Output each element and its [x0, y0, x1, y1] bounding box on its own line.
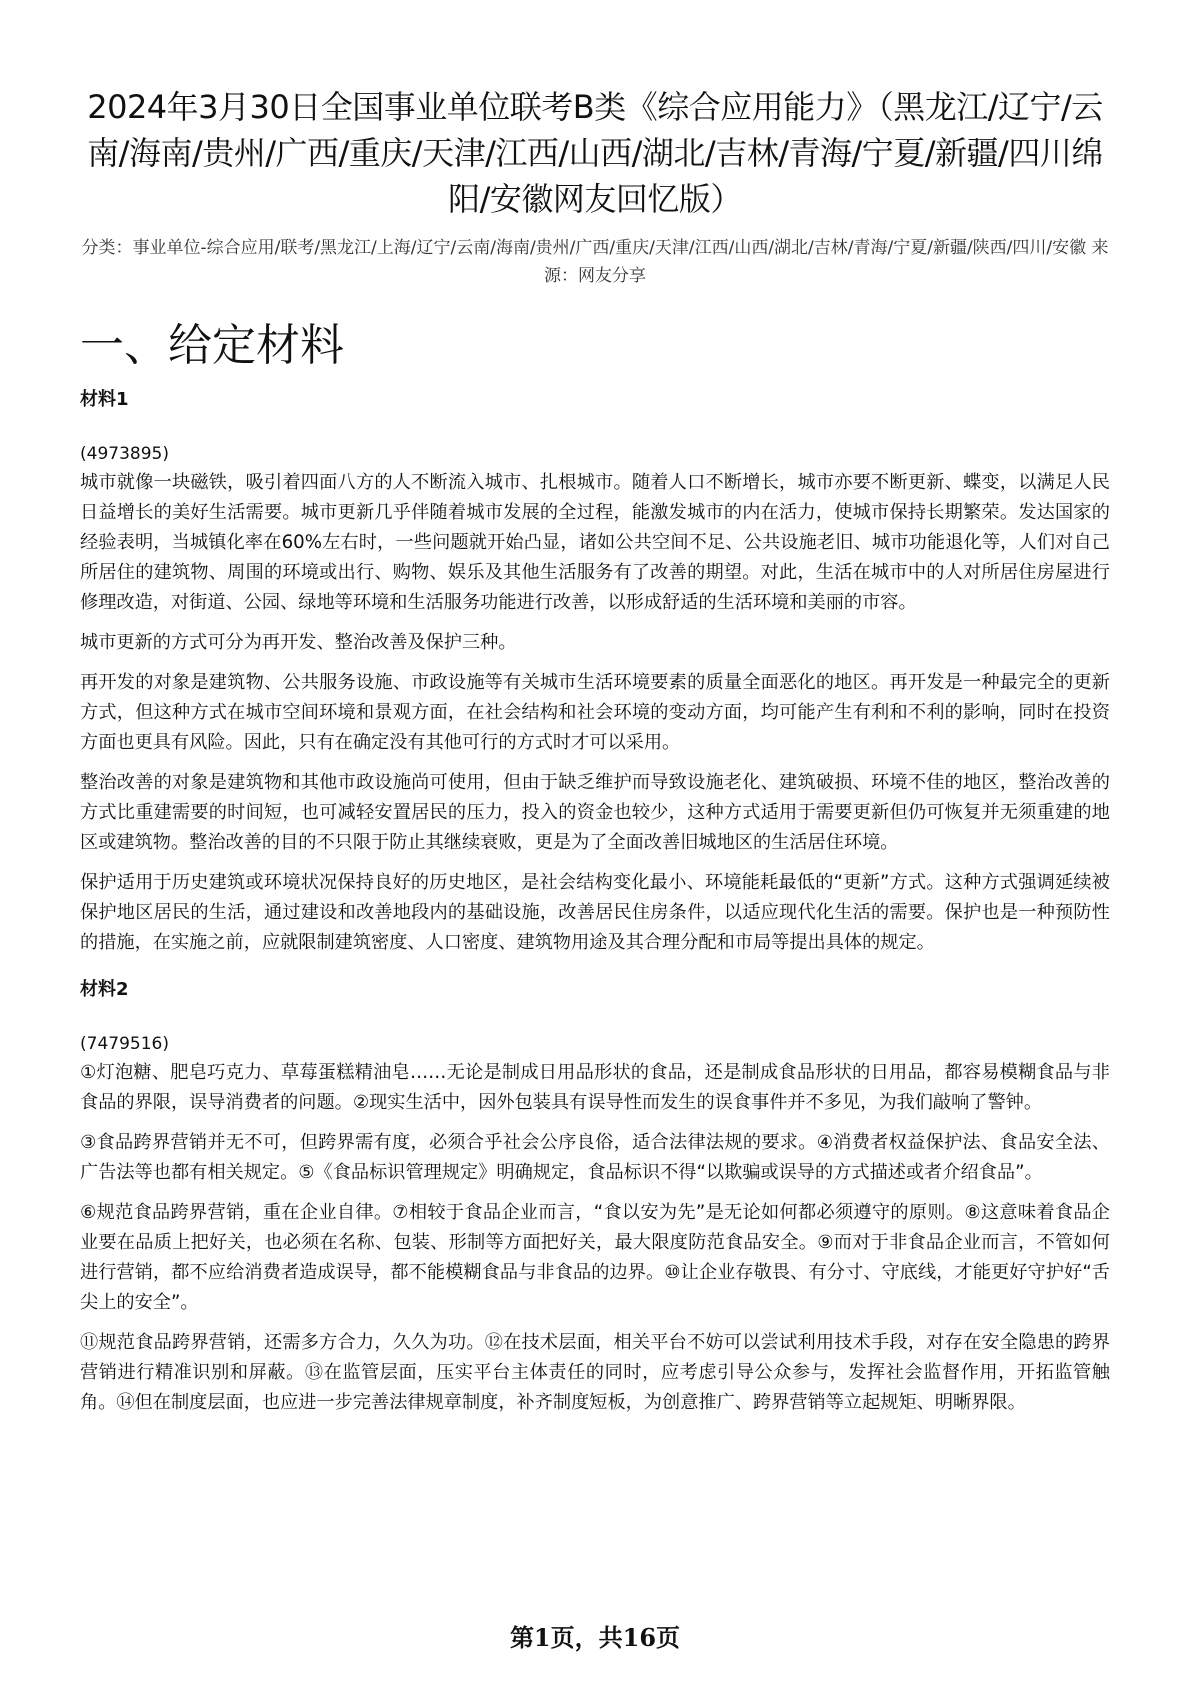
material-heading: 材料2 — [80, 979, 129, 1000]
paragraph: 整治改善的对象是建筑物和其他市政设施尚可使用，但由于缺乏维护而导致设施老化、建筑破损、环境不佳的地区，整治改善的方式比重建需要的时间短，也可减轻安置居民的压力，投入的资金也较少，这种方式适用于需要更新但仍可恢复并无须重建的地区或建筑物。整治改善的目的不只限于防止其继续衰败，更是为了全面改善旧城地区的生活居住环境。 — [80, 772, 1110, 853]
paragraph: 城市更新的方式可分为再开发、整治改善及保护三种。 — [80, 632, 517, 653]
section-heading: 一、给定材料 — [80, 320, 344, 371]
document-title: 2024年3月30日全国事业单位联考B类《综合应用能力》（黑龙江/辽宁/云南/海南/贵州/广西/重庆/天津/江西/山西/湖北/吉林/青海/宁夏/新疆/四川绵阳/安徽网友回忆版） — [87, 88, 1103, 218]
material-heading: 材料1 — [80, 389, 129, 410]
page-number: 第1页，共16页 — [509, 1623, 681, 1652]
paragraph: ⑥规范食品跨界营销，重在企业自律。⑦相较于食品企业而言，“食以安为先”是无论如何都必须遵守的原则。⑧这意味着食品企业要在品质上把好关，也必须在名称、包装、形制等方面把好关，最大限度防范食品安全。⑨而对于非食品企业而言，不管如何进行营销，都不应给消费者造成误导，都不能模糊食品与非食品的边界。⑩让企业存敬畏、有分寸、守底线，才能更好守护好“舌尖上的安全”。 — [80, 1202, 1110, 1313]
paragraph: 保护适用于历史建筑或环境状况保持良好的历史地区，是社会结构变化最小、环境能耗最低的“更新”方式。这种方式强调延续被保护地区居民的生活，通过建设和改善地段内的基础设施，改善居民住房条件，以适应现代化生活的需要。保护也是一种预防性的措施，在实施之前，应就限制建筑密度、人口密度、建筑物用途及其合理分配和市局等提出具体的规定。 — [80, 872, 1110, 953]
paragraph: ①灯泡糖、肥皂巧克力、草莓蛋糕精油皂……无论是制成日用品形状的食品，还是制成食品形状的日用品，都容易模糊食品与非食品的界限，误导消费者的问题。②现实生活中，因外包装具有误导性而发生的误食事件并不多见，为我们敲响了警钟。 — [80, 1062, 1110, 1113]
paragraph: ⑪规范食品跨界营销，还需多方合力，久久为功。⑫在技术层面，相关平台不妨可以尝试利用技术手段，对存在安全隐患的跨界营销进行精准识别和屏蔽。⑬在监管层面，压实平台主体责任的同时，应考虑引导公众参与，发挥社会监督作用，开拓监管触角。⑭但在制度层面，也应进一步完善法律规章制度，补齐制度短板，为创意推广、跨界营销等立起规矩、明晰界限。 — [80, 1332, 1110, 1413]
document-page — [80, 84, 1110, 1428]
material-2 — [80, 976, 1110, 1418]
material-id: (7479516) — [80, 1034, 169, 1054]
paragraph: 再开发的对象是建筑物、公共服务设施、市政设施等有关城市生活环境要素的质量全面恶化的地区。再开发是一种最完全的更新方式，但这种方式在城市空间环境和景观方面，在社会结构和社会环境的变动方面，均可能产生有利和不利的影响，同时在投资方面也更具有风险。因此，只有在确定没有其他可行的方式时才可以采用。 — [80, 672, 1110, 753]
paragraph: 城市就像一块磁铁，吸引着四面八方的人不断流入城市、扎根城市。随着人口不断增长，城市亦要不断更新、蝶变，以满足人民日益增长的美好生活需要。城市更新几乎伴随着城市发展的全过程，能激发城市的内在活力，使城市保持长期繁荣。发达国家的经验表明，当城镇化率在60%左右时，一些问题就开始凸显，诸如公共空间不足、公共设施老旧、城市功能退化等，人们对自己所居住的建筑物、周围的环境或出行、购物、娱乐及其他生活服务有了改善的期望。对此，生活在城市中的人对所居住房屋进行修理改造，对街道、公园、绿地等环境和生活服务功能进行改善，以形成舒适的生活环境和美丽的市容。 — [80, 472, 1110, 613]
material-1 — [80, 386, 1110, 958]
paragraph: ③食品跨界营销并无不可，但跨界需有度，必须合乎社会公序良俗，适合法律法规的要求。④消费者权益保护法、食品安全法、广告法等也都有相关规定。⑤《食品标识管理规定》明确规定，食品标识不得“以欺骗或误导的方式描述或者介绍食品”。 — [80, 1132, 1110, 1183]
material-id: (4973895) — [80, 444, 169, 464]
document-meta: 分类：事业单位-综合应用/联考/黑龙江/上海/辽宁/云南/海南/贵州/广西/重庆/天津/江西/山西/湖北/吉林/青海/宁夏/新疆/陕西/四川/安徽 来源：网友分享 — [81, 238, 1109, 286]
